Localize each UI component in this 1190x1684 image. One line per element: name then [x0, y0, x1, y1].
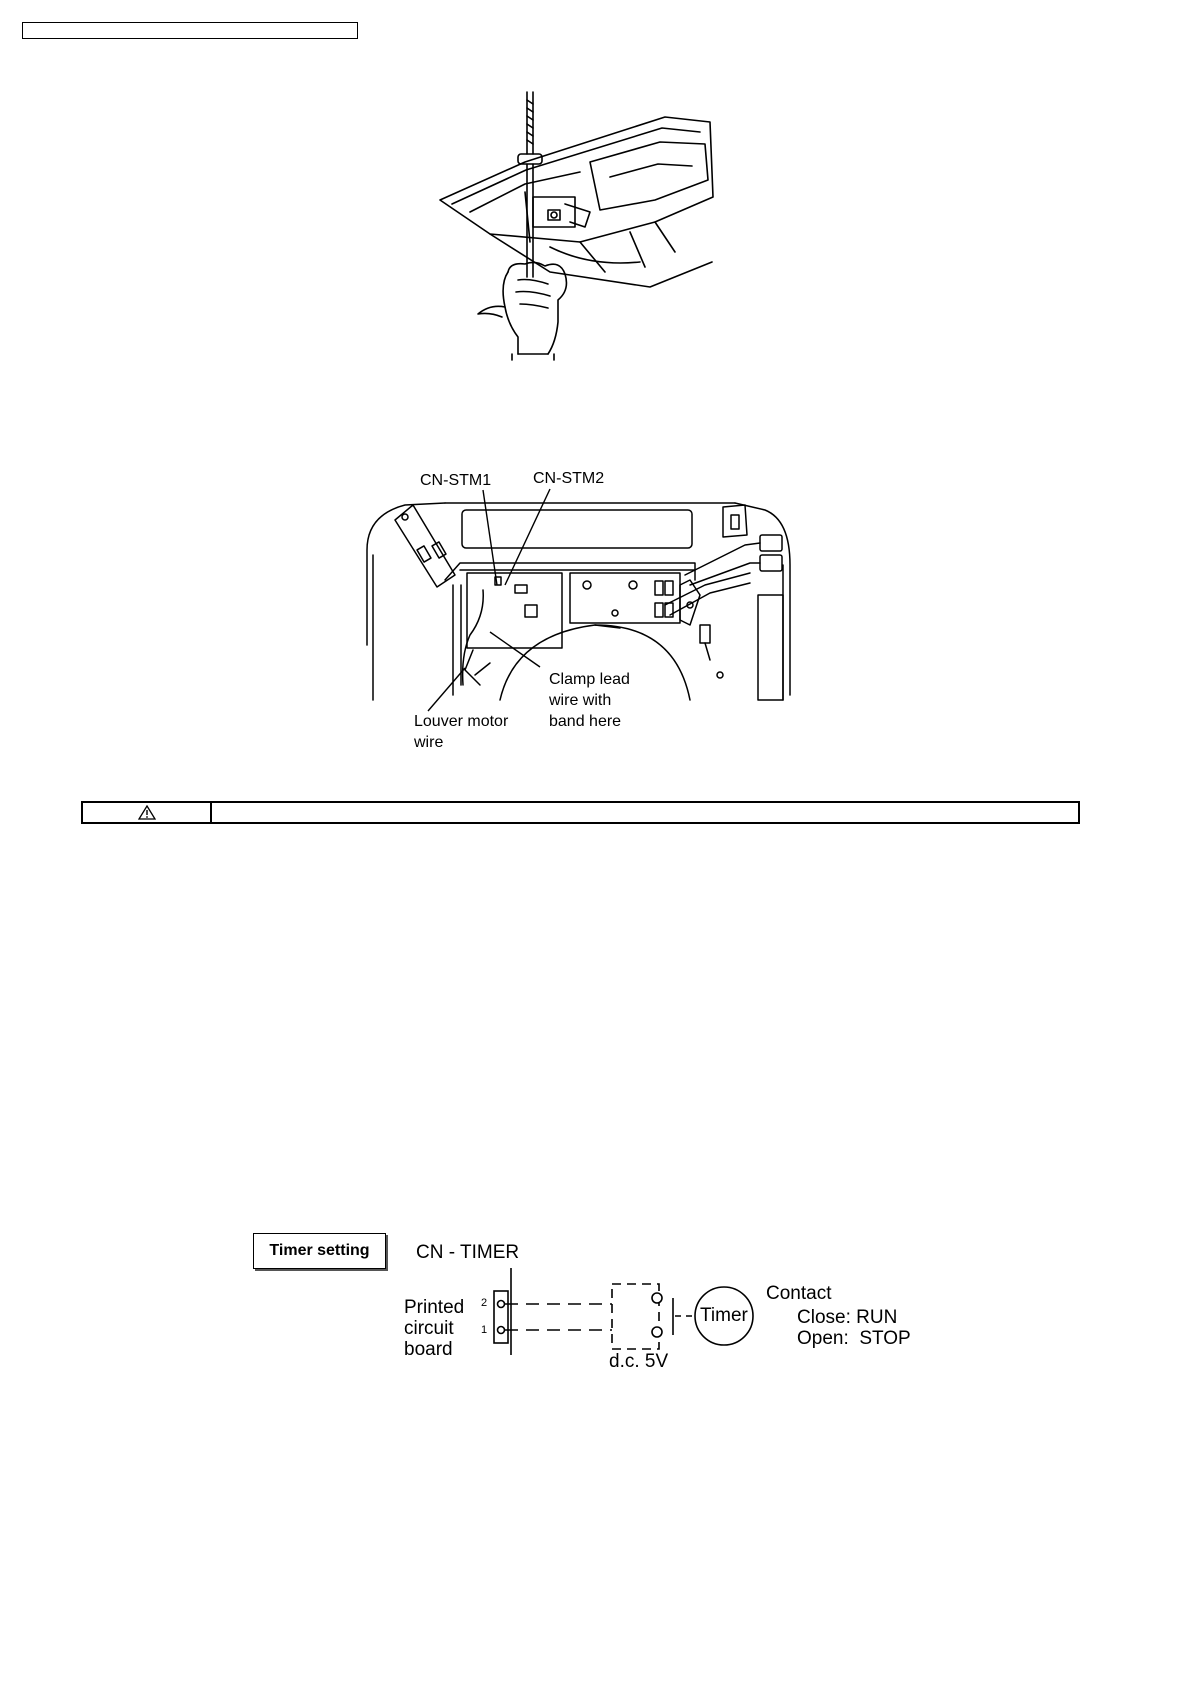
callout-clamp-line-3: band here: [549, 713, 622, 730]
callout-cn-stm1: CN-STM1: [420, 472, 492, 489]
cn-timer-title: CN - TIMER: [416, 1242, 520, 1263]
pin-2-label: 2: [481, 1297, 488, 1309]
callout-clamp-line-2: wire with: [549, 692, 612, 709]
contact-open-text: Open: STOP: [797, 1328, 911, 1349]
timer-setting-label: Timer setting: [253, 1233, 386, 1269]
callout-cn-stm2: CN-STM2: [533, 470, 605, 487]
callout-louver-line-1: Louver motor: [414, 713, 509, 730]
board-label-line-1: Printed: [404, 1297, 465, 1318]
board-label-line-3: board: [404, 1339, 453, 1360]
timer-circle-text: Timer: [700, 1305, 748, 1326]
voltage-label: d.c. 5V: [609, 1351, 669, 1372]
contact-close-text: Close: RUN: [797, 1307, 898, 1328]
callout-clamp-line-1: Clamp lead: [549, 671, 630, 688]
pin-1-label: 1: [481, 1324, 488, 1336]
callout-louver-line-2: wire: [414, 734, 444, 751]
contact-title: Contact: [766, 1283, 832, 1304]
board-label-line-2: circuit: [404, 1318, 454, 1339]
